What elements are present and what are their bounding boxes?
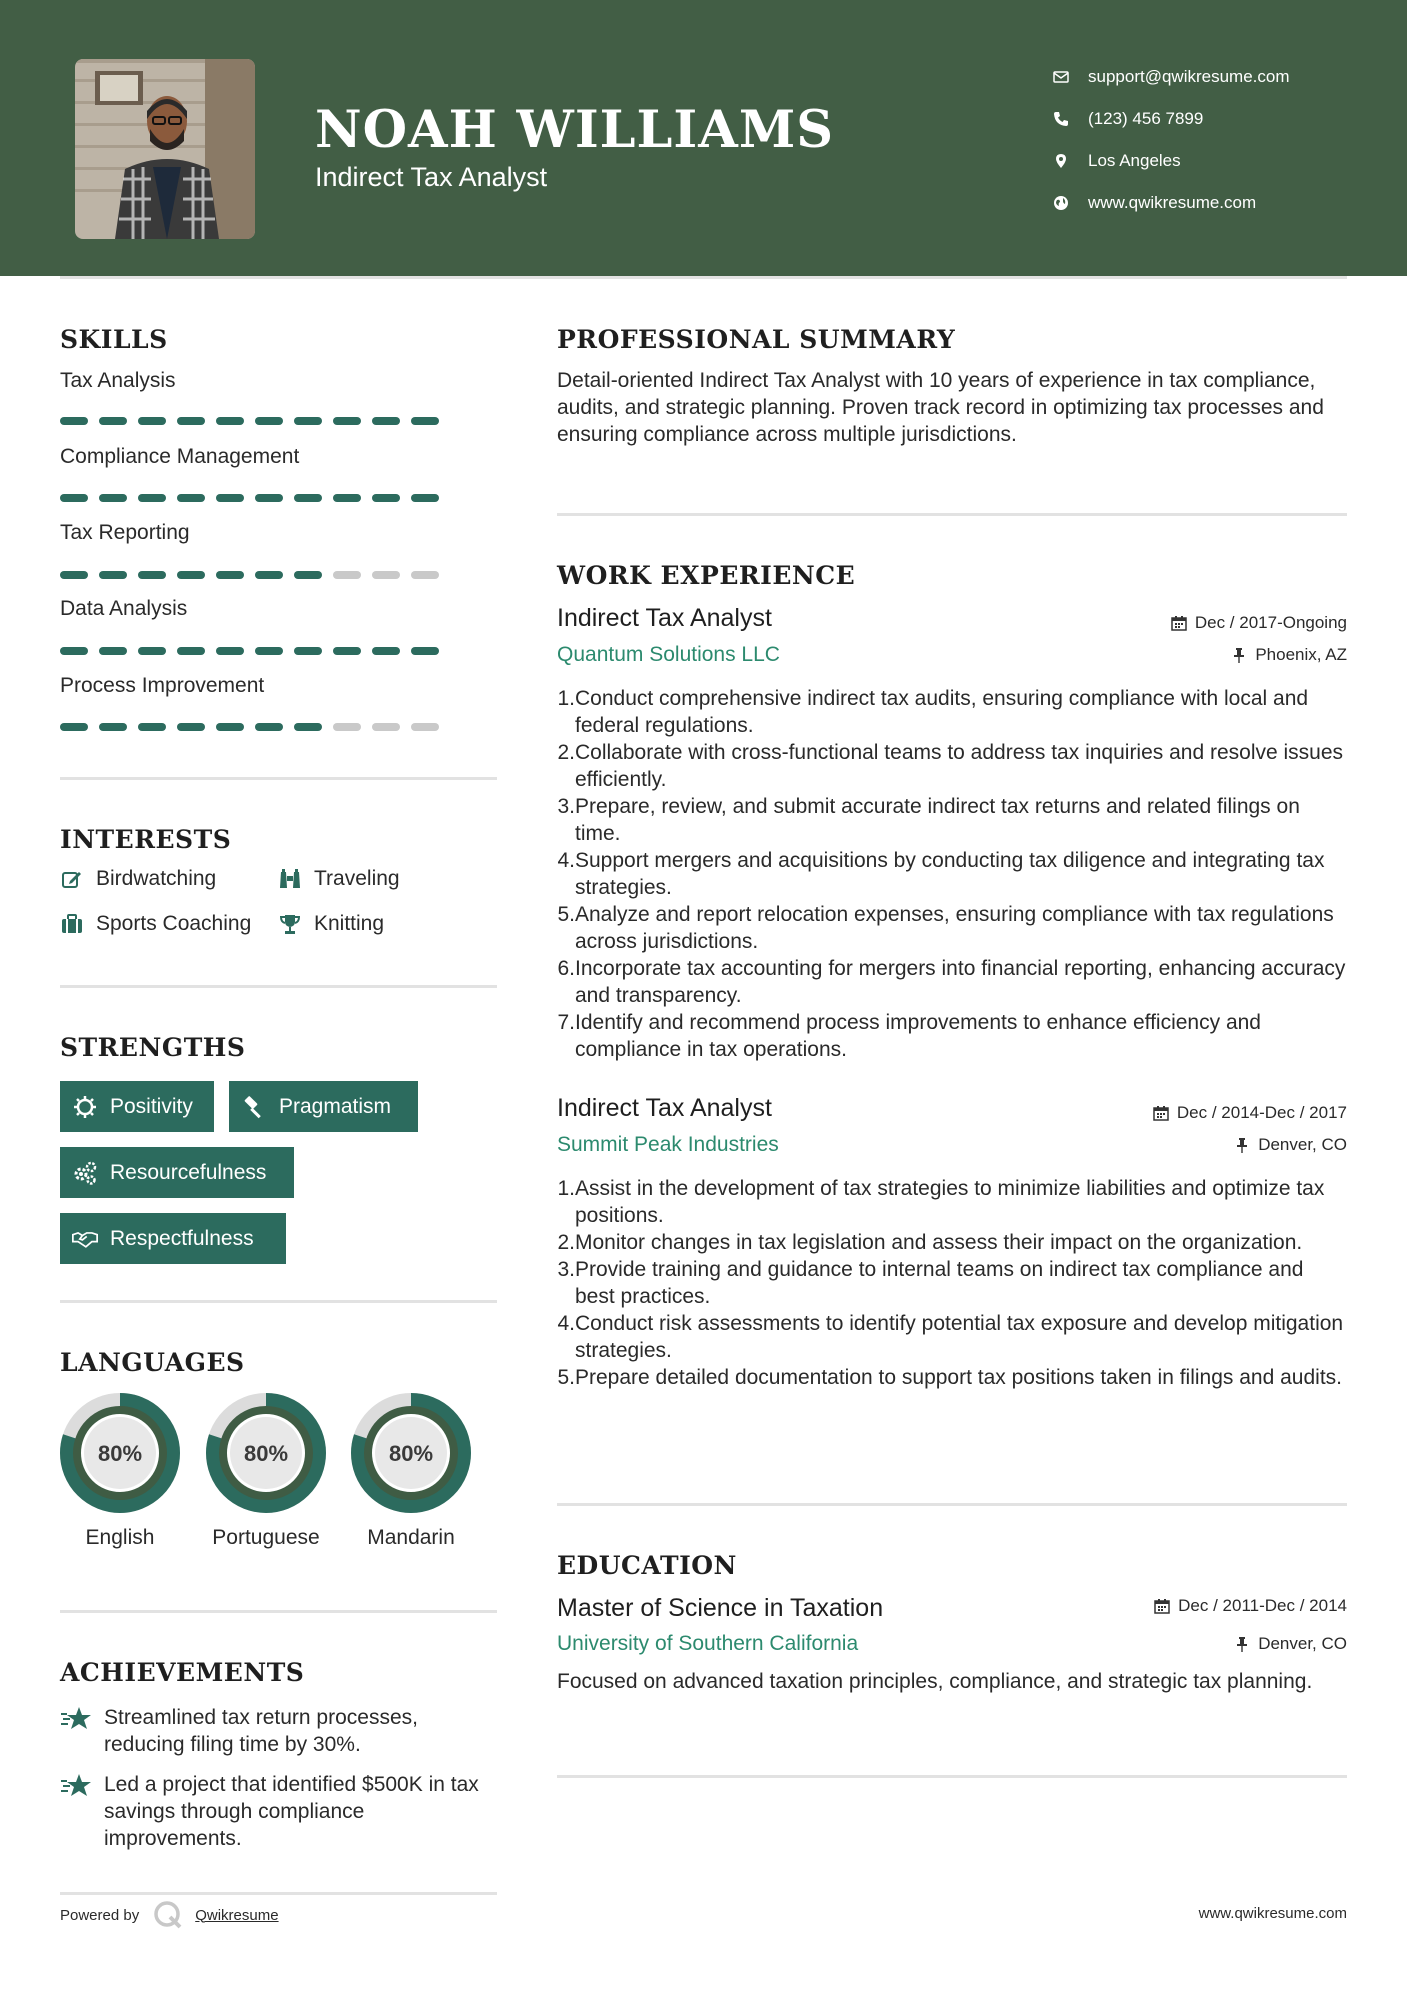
skill-dot-filled [411,494,439,502]
strength-chip [60,1213,286,1264]
company-name: Quantum Solutions LLC [557,643,780,666]
resume-header [0,0,1407,276]
skill-label: Process Improvement [60,674,265,697]
section-divider [60,1892,497,1895]
skill-dot-empty [372,723,400,731]
language-ring [205,1392,327,1514]
job-location-text: Phoenix, AZ [1255,645,1347,664]
section-divider [60,1300,497,1303]
skill-rating [60,494,450,502]
strength-label: Pragmatism [279,1094,392,1118]
language-name: English [85,1526,155,1549]
skill-dot-filled [60,494,88,502]
skill-dot-filled [255,647,283,655]
skill-label: Tax Analysis [60,369,176,392]
strength-chip [60,1081,214,1132]
skill-dot-filled [60,647,88,655]
skill-dot-filled [294,571,322,579]
responsibility-number: 3. [557,795,575,818]
profile-photo [75,59,255,239]
language-item [350,1392,472,1552]
contact-location-text: Los Angeles [1088,151,1181,170]
interest-label: Birdwatching [96,867,217,890]
responsibility-item [557,793,1347,847]
pin-icon [1234,1636,1250,1652]
responsibility-number: 5. [557,903,575,926]
language-item [205,1392,327,1552]
skill-dot-filled [177,494,205,502]
achievement-text: Streamlined tax return processes, reducing filing time by 30%. [104,1706,418,1756]
skill-dot-filled [411,647,439,655]
language-ring [59,1392,181,1514]
section-divider [557,513,1347,516]
job-location [1234,1135,1347,1155]
job-location-text: Denver, CO [1258,1135,1347,1154]
language-ring [350,1392,472,1514]
responsibility-number: 6. [557,957,575,980]
responsibility-text: Support mergers and acquisitions by conducting tax diligence and integrating tax strategies. [575,849,1325,899]
footer-powered-by [60,1900,279,1930]
education-dates [1154,1596,1347,1616]
briefcase-icon [60,912,84,936]
map-pin-icon [1052,152,1070,170]
skill-dot-filled [372,494,400,502]
skill-rating [60,417,450,425]
contact-phone-text: (123) 456 7899 [1088,109,1204,128]
skill-dot-filled [255,571,283,579]
responsibility-text: Monitor changes in tax legislation and assess their impact on the organization. [575,1231,1303,1254]
footer-website[interactable]: www.qwikresume.com [1198,1905,1347,1922]
job-dates [1153,1103,1347,1123]
skill-dot-empty [411,723,439,731]
qwikresume-logo-icon [153,1900,183,1930]
education-title: EDUCATION [557,1551,737,1580]
calendar-icon [1171,615,1187,631]
achievement-item [60,1771,500,1852]
strength-label: Resourcefulness [110,1160,267,1184]
skill-dot-filled [138,417,166,425]
skill-dot-filled [138,647,166,655]
skill-dot-filled [255,417,283,425]
responsibility-number: 4. [557,1312,575,1335]
skill-dot-filled [99,723,127,731]
skill-label: Tax Reporting [60,521,190,544]
job-dates-text: Dec / 2014-Dec / 2017 [1176,1103,1347,1122]
gavel-icon [241,1094,267,1120]
responsibility-text: Identify and recommend process improvements to enhance efficiency and compliance in tax operations. [575,1011,1261,1061]
skill-dot-filled [294,417,322,425]
job-responsibilities [557,1175,1347,1391]
section-divider [557,1503,1347,1506]
contact-website-text: www.qwikresume.com [1088,193,1257,212]
candidate-role: Indirect Tax Analyst [315,162,548,192]
skill-dot-filled [177,417,205,425]
phone-icon [1052,110,1070,128]
company-name: Summit Peak Industries [557,1133,779,1156]
skill-dot-filled [138,723,166,731]
summary-title: PROFESSIONAL SUMMARY [557,325,956,354]
skill-dot-filled [177,723,205,731]
language-name: Portuguese [212,1526,320,1549]
responsibility-number: 1. [557,1177,575,1200]
skill-dot-filled [216,647,244,655]
calendar-icon [1154,1598,1170,1614]
skill-dot-filled [216,571,244,579]
skill-dot-empty [333,571,361,579]
skill-dot-filled [294,647,322,655]
responsibility-item [557,1256,1347,1310]
sun-icon [72,1094,98,1120]
skill-label: Data Analysis [60,597,188,620]
interest-item [60,912,251,936]
responsibility-number: 1. [557,687,575,710]
strengths-title: STRENGTHS [60,1033,246,1062]
responsibility-text: Conduct risk assessments to identify potential tax exposure and develop mitigation strategies. [575,1312,1344,1362]
skill-dot-filled [255,723,283,731]
responsibility-item [557,685,1347,739]
education-description: Focused on advanced taxation principles, compliance, and strategic tax planning. [557,1670,1313,1693]
education-dates-text: Dec / 2011-Dec / 2014 [1178,1596,1347,1615]
section-divider [557,1775,1347,1778]
skill-dot-filled [60,571,88,579]
skills-title: SKILLS [60,325,168,354]
skill-dot-filled [333,494,361,502]
interest-label: Traveling [314,867,400,890]
section-divider [60,985,497,988]
skill-dot-filled [60,417,88,425]
skill-dot-filled [294,494,322,502]
responsibility-item [557,1229,1347,1256]
strength-label: Respectfulness [110,1226,254,1250]
skill-dot-filled [255,494,283,502]
responsibility-number: 2. [557,1231,575,1254]
job-dates-text: Dec / 2017-Ongoing [1194,613,1347,632]
responsibility-text: Assist in the development of tax strategies to minimize liabilities and optimize tax positions. [575,1177,1325,1227]
skill-dot-filled [99,417,127,425]
strength-label: Positivity [110,1094,193,1118]
skill-dot-empty [333,723,361,731]
skill-dot-filled [372,417,400,425]
interest-label: Knitting [314,912,385,935]
header-divider [60,276,1347,279]
achievement-item [60,1704,500,1758]
section-divider [60,1610,497,1613]
cogs-icon [72,1160,98,1186]
job-title: Indirect Tax Analyst [557,604,772,632]
skill-rating [60,647,450,655]
skill-dot-filled [99,647,127,655]
skill-dot-filled [294,723,322,731]
globe-icon [1052,194,1070,212]
candidate-name: NOAH WILLIAMS [315,100,835,160]
degree-title: Master of Science in Taxation [557,1594,884,1622]
skill-dot-empty [411,571,439,579]
envelope-icon [1052,68,1070,86]
languages-title: LANGUAGES [60,1348,245,1377]
responsibility-number: 3. [557,1258,575,1281]
interest-label: Sports Coaching [96,912,252,935]
language-percent: 80% [97,1441,143,1466]
interest-item [278,867,400,891]
skill-dot-filled [138,571,166,579]
responsibility-number: 2. [557,741,575,764]
language-percent: 80% [243,1441,289,1466]
skill-dot-filled [333,647,361,655]
responsibility-item [557,739,1347,793]
responsibility-text: Conduct comprehensive indirect tax audits, ensuring compliance with local and federal regulations. [575,687,1309,737]
star-icon [60,1771,92,1798]
responsibility-text: Analyze and report relocation expenses, ensuring compliance with tax regulations across jurisdictions. [575,903,1334,953]
edit-icon [60,867,84,891]
skill-dot-filled [138,494,166,502]
skill-dot-filled [60,723,88,731]
skill-dot-filled [177,647,205,655]
skill-dot-filled [99,571,127,579]
skill-label: Compliance Management [60,445,300,468]
contact-email-text: support@qwikresume.com [1088,67,1290,86]
interest-item [278,912,384,936]
skill-dot-filled [216,494,244,502]
responsibility-text: Incorporate tax accounting for mergers into financial reporting, enhancing accuracy and transparency. [575,957,1346,1007]
skill-dot-filled [411,417,439,425]
skill-dot-filled [216,417,244,425]
strength-chip [60,1147,294,1198]
interests-title: INTERESTS [60,825,232,854]
responsibility-text: Provide training and guidance to internal teams on indirect tax compliance and best practices. [575,1258,1304,1308]
responsibility-item [557,847,1347,901]
achievement-text: Led a project that identified $500K in tax savings through compliance improvements. [104,1773,479,1850]
responsibility-item [557,955,1347,1009]
contact-website[interactable] [1052,182,1290,224]
star-icon [60,1704,92,1731]
skill-dot-filled [99,494,127,502]
skill-dot-filled [372,647,400,655]
education-location-text: Denver, CO [1258,1634,1347,1653]
contact-email[interactable] [1052,56,1290,98]
pin-icon [1231,647,1247,663]
responsibility-item [557,1364,1347,1391]
responsibility-item [557,1175,1347,1229]
language-name: Mandarin [367,1526,455,1549]
responsibility-item [557,1310,1347,1364]
experience-title: WORK EXPERIENCE [557,561,856,590]
calendar-icon [1153,1105,1169,1121]
responsibility-number: 5. [557,1366,575,1389]
contact-location [1052,140,1290,182]
binoculars-icon [278,867,302,891]
contact-phone[interactable] [1052,98,1290,140]
contact-list [1052,56,1290,224]
responsibility-item [557,901,1347,955]
responsibility-item [557,1009,1347,1063]
section-divider [60,777,497,780]
responsibility-number: 7. [557,1011,575,1034]
skill-dot-filled [216,723,244,731]
skill-rating [60,723,450,731]
job-title: Indirect Tax Analyst [557,1094,772,1122]
skill-rating [60,571,450,579]
pin-icon [1234,1137,1250,1153]
handshake-icon [72,1226,98,1252]
skill-dot-filled [333,417,361,425]
brand-link[interactable]: Qwikresume [195,1906,279,1924]
strength-chip [229,1081,418,1132]
achievements-title: ACHIEVEMENTS [60,1658,305,1687]
education-location [1234,1634,1347,1654]
job-location [1231,645,1347,665]
trophy-icon [278,912,302,936]
responsibility-text: Prepare, review, and submit accurate indirect tax returns and related filings on time. [575,795,1300,845]
job-dates [1171,613,1347,633]
skill-dot-empty [372,571,400,579]
job-responsibilities [557,685,1347,1063]
responsibility-text: Collaborate with cross-functional teams to address tax inquiries and resolve issues efficiently. [575,741,1344,791]
powered-by-label: Powered by [60,1906,140,1924]
language-item [59,1392,181,1552]
responsibility-number: 4. [557,849,575,872]
summary-text: Detail-oriented Indirect Tax Analyst with 10 years of experience in tax compliance, audits, and strategic planning. Proven track record in optimizing tax processes and ensuring compliance across multiple jurisdictions. [557,369,1324,446]
skill-dot-filled [177,571,205,579]
school-name: University of Southern California [557,1632,859,1655]
language-percent: 80% [388,1441,434,1466]
responsibility-text: Prepare detailed documentation to support tax positions taken in filings and audits. [575,1366,1342,1389]
interest-item [60,867,216,891]
